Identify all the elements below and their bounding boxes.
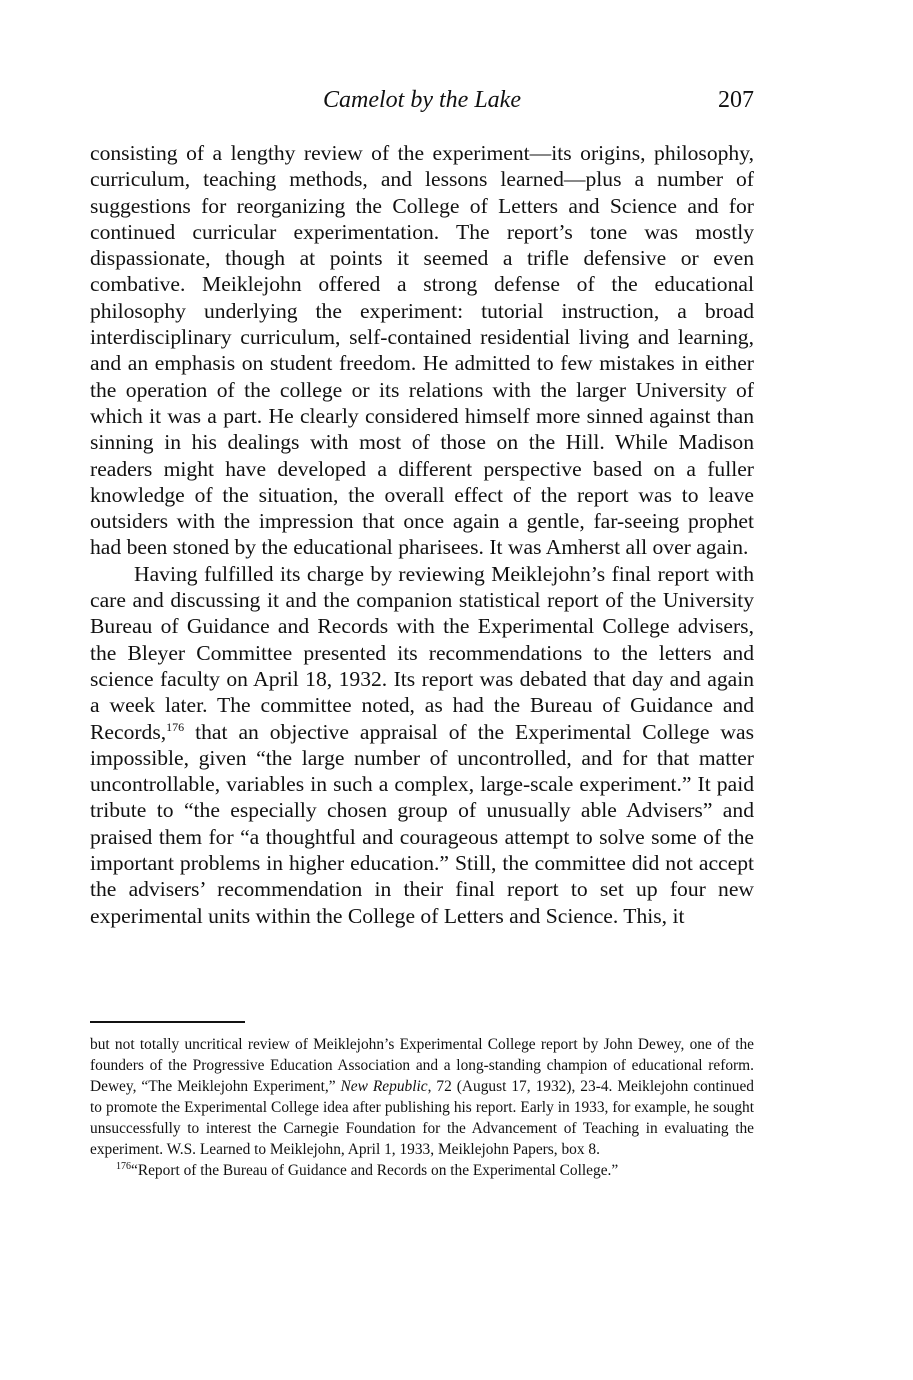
journal-title: New Republic	[340, 1078, 428, 1095]
footnote-divider	[90, 1021, 245, 1023]
footnotes	[90, 1034, 754, 1181]
footnote-continued	[90, 1034, 754, 1160]
page-number: 207	[718, 87, 754, 113]
footnote-176-text: “Report of the Bureau of Guidance and Records on the Experimental College.”	[131, 1162, 619, 1179]
footnote-number-176: 176	[116, 1161, 131, 1172]
footnote-reference-176[interactable]: 176	[166, 719, 185, 734]
footnote-text-part-1: but not totally uncritical review of Meiklejohn’s Experimental College report by John Dewey, one of the founders of the Progressive Education Association and a long-standing champion of educational reform. Dewey, “The Meiklejohn Experiment,”	[90, 1036, 754, 1095]
footnote-176	[90, 1160, 754, 1181]
paragraph-text-part-2: that an objective appraisal of the Experimental College was impossible, given “the large number of uncontrolled, and for that matter uncontrollable, variables in such a complex, large-scale experiment.” It paid tribute to “the especially chosen group of unusually able Advisers” and praised them for “a thoughtful and courageous attempt to solve some of the important problems in higher education.” Still, the committee did not accept the advisers’ recommendation in their final report to set up four new experimental units within the College of Letters and Science. This, it	[90, 719, 754, 928]
body-text	[90, 140, 754, 929]
footnote-text-part-2: , 72 (August 17, 1932), 23-4. Meiklejohn continued to promote the Experimental College idea after publishing his report. Early in 1933, for example, he sought unsuccessfully to interest the Carnegie Foundation for the Advancement of Teaching in evaluating the experiment. W.S. Learned to Meiklejohn, April 1, 1933, Meiklejohn Papers, box 8.	[90, 1078, 754, 1158]
paragraph-bleyer-committee	[90, 561, 754, 929]
running-head	[90, 83, 754, 117]
paragraph-text-part-1: Having fulfilled its charge by reviewing Meiklejohn’s final report with care and discussing it and the companion statistical report of the University Bureau of Guidance and Records with the Experimental College advisers, the Bleyer Committee presented its recommendations to the letters and science faculty on April 18, 1932. Its report was debated that day and again a week later. The committee noted, as had the Bureau of Guidance and Records,	[90, 561, 754, 744]
paragraph-continued: consisting of a lengthy review of the experiment—its origins, philosophy, curriculum, teaching methods, and lessons learned—plus a number of suggestions for reorganizing the College of Letters and Science and for continued curricular experimentation. The report’s tone was mostly dispassionate, though at points it seemed a trifle defensive or even combative. Meiklejohn offered a strong defense of the educational philosophy underlying the experiment: tutorial instruction, a broad interdisciplinary curriculum, self-contained residential living and learning, and an emphasis on student freedom. He admitted to few mistakes in either the operation of the college or its relations with the larger University of which it was a part. He clearly considered himself more sinned against than sinning in his dealings with most of those on the Hill. While Madison readers might have developed a different perspective based on a fuller knowledge of the situation, the overall effect of the report was to leave outsiders with the impression that once again a gentle, far-seeing prophet had been stoned by the educational pharisees. It was Amherst all over again.	[90, 141, 754, 560]
running-title: Camelot by the Lake	[323, 87, 521, 113]
